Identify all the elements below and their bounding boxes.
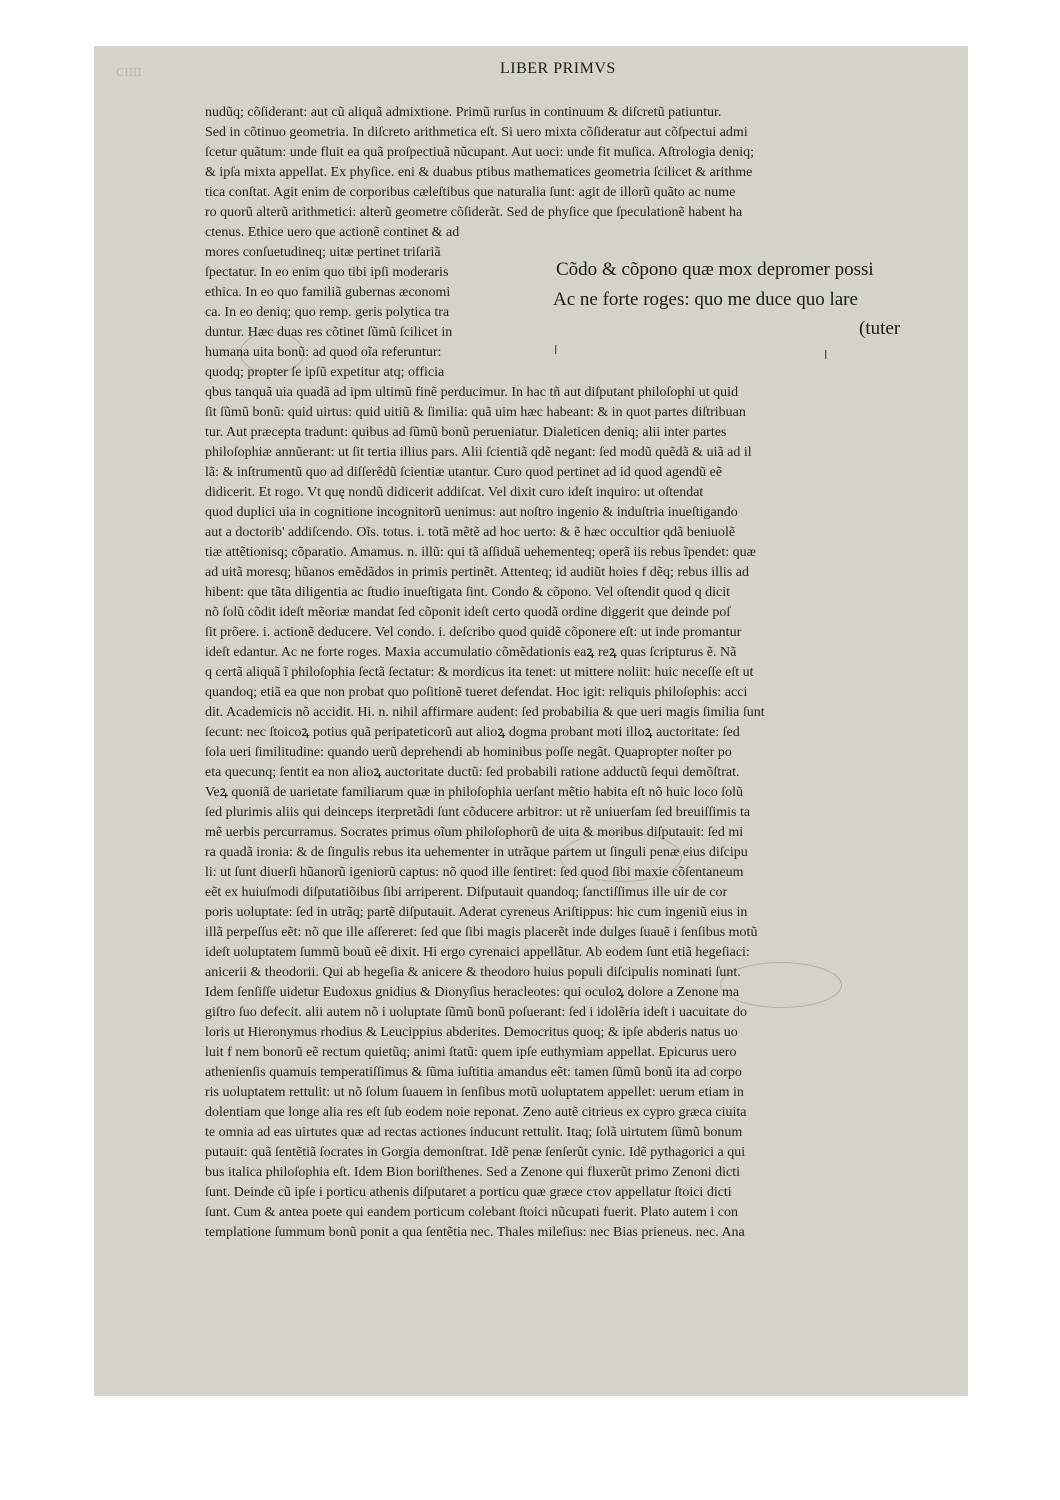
text-line: ctenus. Ethice uero que actionẽ continet & ad bbox=[205, 225, 460, 240]
text-line: humana uita bonũ: ad quod oĩa referuntur: bbox=[205, 345, 442, 360]
text-line: templatione ſummum bonũ ponit a qua ſentẽtia nec. Thales mileſius: nec Bias prieneus. nec. Ana bbox=[205, 1225, 745, 1240]
verse-line-3: (tuter bbox=[859, 318, 901, 339]
text-line: ſcetur quãtum: unde fluit ea quã proſpectiuã nũcupant. Aut uoci: unde fit muſica. Aſtrologia deniq; bbox=[205, 145, 754, 160]
running-head: LIBER PRIMVS bbox=[500, 60, 616, 77]
text-line: eta quecunq; ſentit ea non alioꝝ auctoritate ductũ: ſed probabili ratione adductũ ſequi demõſtrat. bbox=[205, 765, 740, 780]
text-line: ſpectatur. In eo enim quo tibi ipſi moderaris bbox=[205, 265, 449, 280]
text-line: li: ut ſunt diuerſi hũanorũ igeniorũ captus: nõ quod ille ſentiret: ſed quod ſibi maxie cõſentaneum bbox=[205, 865, 744, 880]
text-line: ſunt. Deinde cũ ipſe i porticu athenis diſputaret a porticu quæ græce ϲτον appellatur ſtoici dicti bbox=[205, 1185, 732, 1200]
text-line: ſecunt: nec ſtoicoꝝ potius quã peripateticorũ aut alioꝝ dogma probant moti illoꝝ auctoritate: ſed bbox=[205, 725, 740, 740]
text-line: ca. In eo deniq; quo remp. geris polytica tra bbox=[205, 305, 450, 320]
text-line: ideſt edantur. Ac ne forte roges. Maxia accumulatio cõmẽdationis eaꝝ reꝝ quas ſcripturus ẽ. Nã bbox=[205, 645, 737, 660]
text-line: ad uitã moresq; hũanos emẽdãdos in primis pertinẽt. Attenteq; id audiũt hoies f dẽq; rebus illis ad bbox=[205, 565, 749, 580]
text-line: tur. Aut præcepta tradunt: quibus ad ſũmũ bonũ perueniatur. Dialeticen deniq; alii inter partes bbox=[205, 425, 727, 440]
text-line: didicerit. Et rogo. Vt quę nondũ didicerit addiſcat. Vel dixit curo ideſt inquiro: ut oſtendat bbox=[205, 485, 704, 500]
text-line: duntur. Hæc duas res cõtinet ſũmũ ſcilicet in bbox=[205, 325, 453, 340]
text-line: ra quadã ironia: & de ſingulis rebus ita uehementer in utrãque partem ut ſinguli penæ eius diſcipu bbox=[205, 845, 748, 860]
text-line: dolentiam que longe alia res eſt ſub eodem noie reponat. Zeno autẽ citrieus ex cypro græca ciuita bbox=[205, 1105, 747, 1120]
text-line: nõ ſolũ cõdit ideſt mẽoriæ mandat ſed cõponit ideſt certo quodã ordine diggerit que deinde poſ bbox=[205, 605, 731, 620]
text-line: ethica. In eo quo familiã gubernas æconomi bbox=[205, 285, 451, 300]
text-line: lã: & inſtrumentũ quo ad diſſerẽdũ ſcientiæ utantur. Curo quod pertinet ad id quod agendũ eẽ bbox=[205, 465, 723, 480]
text-line: quod duplici uia in cognitione incognitorũ uenimus: aut noſtro ingenio & induſtria inueſtigando bbox=[205, 505, 738, 520]
text-line: ideſt uoluptatem ſummũ bouũ eẽ dixit. Hi ergo cyrenaici appellãtur. Ab eodem ſunt etiã hegeſiaci: bbox=[205, 945, 750, 960]
text-line: ſola ueri ſimilitudine: quando uerũ deprehendi ab hominibus poſſe negãt. Quapropter noſter po bbox=[205, 745, 732, 760]
text-line: loris ut Hieronymus rhodius & Leucippius abderites. Democritus quoq; & ipſe abderis natus uo bbox=[205, 1025, 738, 1040]
text-line: & ipſa mixta appellat. Ex phyſice. eni & duabus ptibus mathematices geometria ſcilicet & arithme bbox=[205, 165, 753, 180]
text-line: quandoq; etiã ea que non probat quo poſitionẽ tueret defendat. Hoc igit: reliquis philoſophis: acci bbox=[205, 685, 748, 700]
text-line: Sed in cõtinuo geometria. In diſcreto arithmetica eſt. Si uero mixta cõſideratur aut cõſpectui admi bbox=[205, 125, 748, 140]
text-line: ſunt. Cum & antea poete qui eandem porticum colebant ſtoici nũcupati fuerit. Plato autem i con bbox=[205, 1205, 739, 1220]
text-line: aut a doctorib' addiſcendo. Oĩs. totus. i. totã mẽtẽ ad hoc uerto: & ẽ hæc occultior qdã beniuolẽ bbox=[205, 525, 736, 540]
margin-mark: ǀ bbox=[824, 348, 828, 362]
text-line: hibent: que tãta diligentia ac ſtudio inueſtigata ſint. Condo & cõpono. Vel oſtendit quod q dicit bbox=[205, 585, 731, 600]
text-line: luit f nem bonorũ eẽ rectum quietũq; animi ſtatũ: quem ipſe euthymiam appellat. Epicurus uero bbox=[205, 1045, 737, 1060]
text-line: mẽ uerbis percurramus. Socrates primus oĩum philoſophorũ de uita & moribus diſputauit: ſed mi bbox=[205, 825, 744, 840]
text-line: athenienſis quamuis temperatiſſimus & ſũma iuſtitia amandus eẽt: tamen ſũmũ bonũ ita ad corpo bbox=[205, 1065, 742, 1080]
text-line: mores conſuetudineq; uitæ pertinet triſariã bbox=[205, 245, 441, 260]
text-line: te omnia ad eas uirtutes quæ ad rectas actiones inducunt rettulit. Itaq; ſolã uirtutem ſũmũ bonum bbox=[205, 1125, 743, 1140]
text-line: tiæ attẽtionisq; cõparatio. Amamus. n. illũ: qui tã aſſiduã uehementeq; operã iis rebus ĩpendet: quæ bbox=[205, 545, 756, 560]
verse-line-1: Cõdo & cõpono quæ mox depromer possi bbox=[556, 259, 874, 280]
text-line: philoſophiæ annũerant: ut ſit tertia illius pars. Alii ſcientiã qdẽ negant: ſed modũ quẽdã & uiã ad il bbox=[205, 445, 752, 460]
text-line: q certã aliquã ĩ philoſophia ſectã ſectatur: & mordicus ita tenet: ut mittere noliit: huic neceſſe eſt ut bbox=[205, 665, 754, 680]
text-line: anicerii & theodorii. Qui ab hegeſia & anicere & theodoro huius populi diſcipulis nominati ſunt. bbox=[205, 965, 741, 980]
verse-line-2: Ac ne forte roges: quo me duce quo lare bbox=[553, 289, 858, 310]
text-line: nudũq; cõſiderant: aut cũ aliquã admixtione. Primũ rurſus in continuum & diſcretũ patiuntur. bbox=[205, 105, 722, 120]
text-line: ſit prõere. i. actionẽ deducere. Vel condo. i. deſcribo quod quidẽ cõponere eſt: ut inde promantur bbox=[205, 625, 742, 640]
text-line: dit. Academicis nõ accidit. Hi. n. nihil affirmare audent: ſed probabilia & que ueri magis ſimilia ſunt bbox=[205, 705, 765, 720]
text-line: ris uoluptatem rettulit: ut nõ ſolum ſuauem in ſenſibus motũ uoluptatem appellet: uerum etiam in bbox=[205, 1085, 744, 1100]
text-line: putauit: quã ſentẽtiã ſocrates in Gorgia demonſtrat. Idẽ penæ ſenſerũt cynic. Idẽ pythagorici a qui bbox=[205, 1145, 746, 1160]
text-line: ſed plurimis aliis qui deinceps iterpretãdi ſunt cõducere arbitror: ut rẽ uniuerſam ſed breuiſſimis ta bbox=[205, 805, 751, 820]
ghost-folio-number: CIIII bbox=[116, 66, 142, 79]
text-line: poris uoluptate: ſed in utrãq; partẽ diſputauit. Aderat cyreneus Ariſtippus: hic cum ingeniũ eius in bbox=[205, 905, 748, 920]
text-line: giſtro ſuo defecit. alii autem nõ i uoluptate ſũmũ bonũ poſuerant: ſed i idolẽria ideſt i uacuitate do bbox=[205, 1005, 747, 1020]
text-line: bus italica philoſophia eſt. Idem Bion boriſthenes. Sed a Zenone qui fluxerũt primo Zenoni dicti bbox=[205, 1165, 740, 1180]
text-line: ro quorũ alterũ arithmetici: alterũ geometre cõſiderãt. Sed de phyſice que ſpeculationẽ habent ha bbox=[205, 205, 743, 220]
text-line: quodq; propter ſe ipſũ expetitur atq; officia bbox=[205, 365, 445, 380]
text-line: tica conſtat. Agit enim de corporibus cæleſtibus que naturalia ſunt: agit de illorũ quãto ac nume bbox=[205, 185, 736, 200]
text-line: qbus tanquã uia quadã ad ipm ultimũ finẽ perducimur. In hac tñ aut diſputant philoſophi ut quid bbox=[205, 385, 739, 400]
text-line: illã perpeſſus eẽt: nõ que ille aſſereret: ſed que ſibi magis placerẽt inde dulges ſuauẽ i ſenſibus motũ bbox=[205, 925, 758, 940]
text-line: eẽt ex huiuſmodi diſputatiõibus ſibi arriperent. Diſputauit quandoq; ſanctiſſimus ille uir de cor bbox=[205, 885, 728, 900]
text-line: Veꝝ quoniã de uarietate familiarum quæ in philoſophia uerſant mẽtio habita eſt nõ huic loco ſolũ bbox=[205, 785, 744, 800]
margin-mark: ǀ bbox=[554, 343, 558, 357]
text-line: ſit ſũmũ bonũ: quid uirtus: quid uitiũ & ſimilia: quã uim hæc habeant: & in quot partes diſtribuan bbox=[205, 405, 746, 420]
text-line: Idem ſenſiſſe uidetur Eudoxus gnidius & Dionyſius heracleotes: qui oculoꝝ dolore a Zenone ma bbox=[205, 985, 740, 1000]
